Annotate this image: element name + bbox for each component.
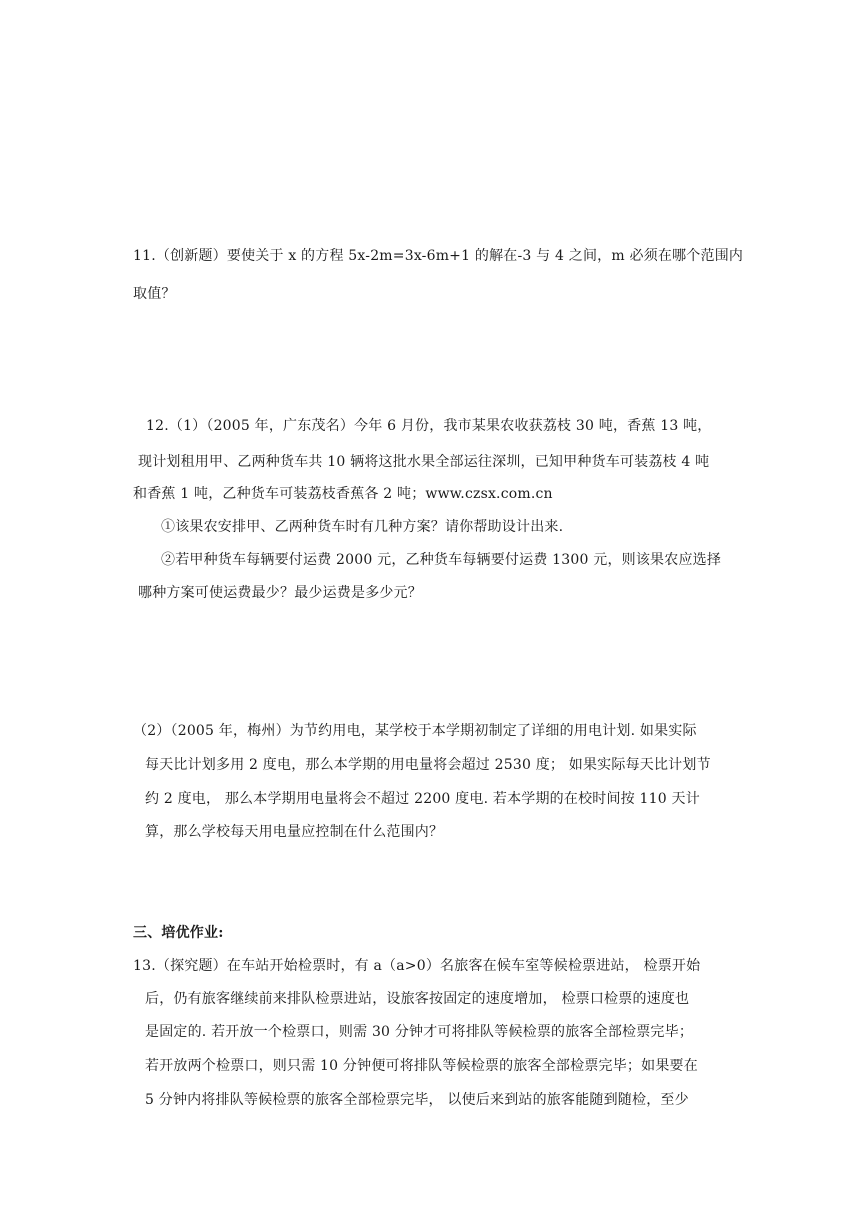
q12-sub-question-2-line-2: 哪种方案可使运费最少？最少运费是多少元？ (138, 585, 422, 601)
q12-part1-line-2: 现计划租用甲、乙两种货车共 10 辆将这批水果全部运往深圳，已知甲种货车可装荔枝 4 吨 (138, 454, 710, 470)
q12-part1-line-3: 和香蕉 1 吨，乙种货车可装荔枝香蕉各 2 吨；www.czsx.com.cn (133, 486, 553, 502)
section-heading: 三、培优作业: (133, 925, 224, 941)
q13-line-5: 5 分钟内将排队等候检票的旅客全部检票完毕， 以使后来到站的旅客能随到随检，至少 (145, 1092, 689, 1108)
q13-line-2: 后，仍有旅客继续前来排队检票进站，设旅客按固定的速度增加， 检票口检票的速度也 (145, 991, 690, 1007)
q13-line-1: 13.（探究题）在车站开始检票时，有 a（a>0）名旅客在候车室等候检票进站， 检票开始 (133, 958, 701, 974)
q12-part2-line-3: 约 2 度电， 那么本学期用电量将会不超过 2200 度电. 若本学期的在校时间按 110 天计 (145, 791, 700, 807)
q12-sub-question-2-line-1: ②若甲种货车每辆要付运费 2000 元，乙种货车每辆要付运费 1300 元，则该果农应选择 (161, 552, 722, 568)
q13-line-3: 是固定的. 若开放一个检票口，则需 30 分钟才可将排队等候检票的旅客全部检票完毕； (145, 1024, 694, 1040)
q12-sub-question-1: ①该果农安排甲、乙两种货车时有几种方案？请你帮助设计出来. (161, 519, 564, 535)
q11-line-2: 取值？ (133, 286, 176, 302)
q11-line-1: 11.（创新题）要使关于 x 的方程 5x-2m=3x-6m+1 的解在-3 与 4 之间，m 必须在哪个范围内 (133, 248, 744, 264)
q12-part2-line-2: 每天比计划多用 2 度电，那么本学期的用电量将会超过 2530 度； 如果实际每天比计划节 (145, 757, 711, 773)
q13-line-4: 若开放两个检票口，则只需 10 分钟便可将排队等候检票的旅客全部检票完毕；如果要在 (145, 1058, 698, 1074)
q12-part2-line-1: （2）（2005 年，梅州）为节约用电，某学校于本学期初制定了详细的用电计划. 如果实际 (133, 723, 697, 739)
q12-part2-line-4: 算，那么学校每天用电量应控制在什么范围内？ (145, 824, 444, 840)
q12-part1-line-1: 12.（1）（2005 年，广东茂名）今年 6 月份，我市某果农收获荔枝 30 吨，香蕉 13 吨， (146, 418, 712, 434)
